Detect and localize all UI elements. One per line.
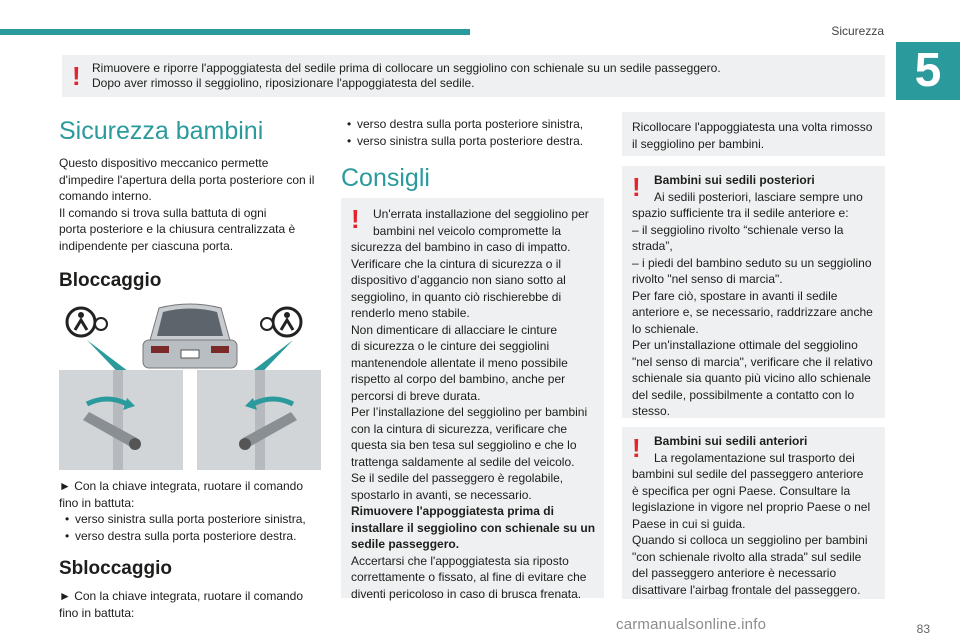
text-line: porta posteriore e la chiusura centralizzata è <box>59 222 296 236</box>
text-line: Paese in cui si guida. <box>632 516 746 531</box>
text-line: Per fare ciò, spostare in avanti il sedile <box>632 288 838 303</box>
text-line-bold: sedile passeggero. <box>351 537 460 551</box>
warning-line: Rimuovere e riporre l'appoggiatesta del sedile prima di collocare un seggiolino con schienale su un sedile passeggero. <box>92 61 721 75</box>
text-line: con la cintura di sicurezza, verificare che <box>351 421 568 436</box>
exclamation-icon: ! <box>632 172 641 202</box>
text-line: correttamente o fissato, al fine di evitare che <box>351 570 587 584</box>
watermark: carmanualsonline.info <box>616 616 767 633</box>
text-line: spostarlo in avanti, se necessario. <box>351 487 532 502</box>
text-line: lo schienale. <box>632 321 699 336</box>
text-line: bambini nel veicolo compromette la <box>373 223 562 238</box>
door-latch-left-photo <box>59 370 183 470</box>
text-line: Accertarsi che l'appoggiatesta sia riposto <box>351 553 569 568</box>
text-line: sicurezza del bambino in caso di impatto. <box>351 240 571 254</box>
column-2 <box>341 116 604 193</box>
text-line: stesso. <box>632 404 671 418</box>
text-line: renderlo meno stabile. <box>351 306 470 320</box>
text-line: ► Con la chiave integrata, ruotare il comando <box>59 589 304 603</box>
text-line-bold: Rimuovere l'appoggiatesta prima di <box>351 504 554 518</box>
lock-step <box>59 478 321 544</box>
headrest-note-box <box>622 112 885 156</box>
advice-warning-box <box>341 198 604 601</box>
text-line: mantenendole allentate il meno possibile <box>351 355 568 370</box>
intro-paragraph <box>59 155 321 254</box>
text-line: Ai sedili posteriori, lasciare sempre uno <box>654 189 863 204</box>
unlock-step <box>59 588 321 621</box>
text-line: trattenga saldamente al sedile del veicolo. <box>351 454 575 469</box>
lock-heading: Bloccaggio <box>59 270 162 291</box>
section-title: Sicurezza <box>831 24 884 38</box>
text-line: La regolamentazione sul trasporto dei <box>654 450 855 465</box>
bullet-item: • verso sinistra sulla porta posteriore destra. <box>343 133 604 150</box>
text-line: Per un'installazione ottimale del seggiolino <box>632 338 858 352</box>
text-line-bold: installare il seggiolino con schienale su un <box>351 520 596 535</box>
text-line: del passeggero anteriore è necessario <box>632 566 837 580</box>
text-line: anteriore e, se necessario, raddrizzare anche <box>632 305 873 319</box>
child-lock-right-icon <box>261 308 301 336</box>
chapter-number: 5 <box>896 42 960 100</box>
section-heading: Consigli <box>341 164 430 192</box>
text-line: di sicurezza o le cinture dei seggiolini <box>351 339 550 353</box>
text-line: "nel senso di marcia", verificare che il relativo <box>632 354 873 369</box>
text-line: del sedile, possibilmente a contatto con lo <box>632 387 855 402</box>
box-title: Bambini sui sedili posteriori <box>654 173 815 187</box>
text-line: Quando si colloca un seggiolino per bambini <box>632 533 868 547</box>
text-line: Il comando si trova sulla battuta di ogni <box>59 205 267 220</box>
front-seats-warning-box <box>622 427 885 599</box>
bullet-item: • verso destra sulla porta posteriore sinistra, <box>343 116 604 133</box>
box-title: Bambini sui sedili anteriori <box>654 434 808 448</box>
car-rear-illustration <box>143 304 237 368</box>
text-line: fino in battuta: <box>59 495 135 510</box>
text-line: ► Con la chiave integrata, ruotare il comando <box>59 479 304 493</box>
text-line: indipendente per ciascuna porta. <box>59 238 234 253</box>
text-line: Questo dispositivo meccanico permette <box>59 156 269 170</box>
text-line: d'impedire l'apertura della porta posteriore con il <box>59 172 315 187</box>
text-line: strada”, <box>632 239 673 253</box>
text-line: spazio sufficiente tra il sedile anteriore e: <box>632 206 849 220</box>
text-line: schienale sia quanto più vicino allo schienale <box>632 371 871 385</box>
text-line: "con schienale rivolto alla strada" sul sedile <box>632 549 862 564</box>
text-line: dispositivo d’aggancio non siano sotto al <box>351 273 566 287</box>
page-number: 83 <box>916 622 930 636</box>
exclamation-icon: ! <box>351 204 360 234</box>
text-line: Non dimenticare di allacciare le cinture <box>351 322 558 337</box>
text-line: questa sia ben tesa sul seggiolino e che lo <box>351 438 577 452</box>
unlock-heading: Sbloccaggio <box>59 558 172 579</box>
text-line: – i piedi del bambino seduto su un seggiolino <box>632 255 872 270</box>
text-line: legislazione in vigore nel proprio Paese o nel <box>632 500 871 514</box>
child-lock-left-icon <box>67 308 107 336</box>
text-line: Per l’installazione del seggiolino per bambini <box>351 405 588 419</box>
child-lock-illustration <box>59 300 321 472</box>
text-line: bambini sul sedile del passeggero anteriore <box>632 467 864 481</box>
text-line: rivolto "nel senso di marcia". <box>632 272 783 286</box>
text-line: è specifica per ogni Paese. Consultare la <box>632 483 851 498</box>
text-line: fino in battuta: <box>59 605 135 620</box>
bullet-item: • verso destra sulla porta posteriore destra. <box>61 528 321 545</box>
text-line: Ricollocare l'appoggiatesta una volta rimosso <box>632 120 873 134</box>
text-line: Se il sedile del passeggero è regolabile, <box>351 471 564 485</box>
exclamation-icon: ! <box>632 433 641 463</box>
section-heading: Sicurezza bambini <box>59 117 264 145</box>
header-rule <box>0 29 470 35</box>
text-line: Verificare che la cintura di sicurezza o il <box>351 256 562 271</box>
text-line: diventi pericoloso in caso di brusca frenata. <box>351 586 582 601</box>
exclamation-icon: ! <box>72 61 81 91</box>
text-line: disattivare l'airbag frontale del passeggero. <box>632 582 861 597</box>
text-line: – il seggiolino rivolto “schienale verso la <box>632 222 844 237</box>
door-latch-right-photo <box>197 370 321 470</box>
text-line: percorsi di breve durata. <box>351 388 481 403</box>
bullet-item: • verso sinistra sulla porta posteriore sinistra, <box>61 511 321 528</box>
top-warning-box <box>62 55 885 97</box>
text-line: seggiolino, in quanto ciò rischierebbe di <box>351 289 562 304</box>
column-1 <box>59 112 321 621</box>
text-line: il seggiolino per bambini. <box>632 136 765 151</box>
text-line: rispetto al corpo del bambino, anche per <box>351 372 566 386</box>
text-line: Un'errata installazione del seggiolino per <box>373 207 589 221</box>
rear-seats-warning-box <box>622 166 885 418</box>
text-line: comando interno. <box>59 189 152 203</box>
warning-line: Dopo aver rimosso il seggiolino, riposizionare l'appoggiatesta del sedile. <box>92 76 475 90</box>
